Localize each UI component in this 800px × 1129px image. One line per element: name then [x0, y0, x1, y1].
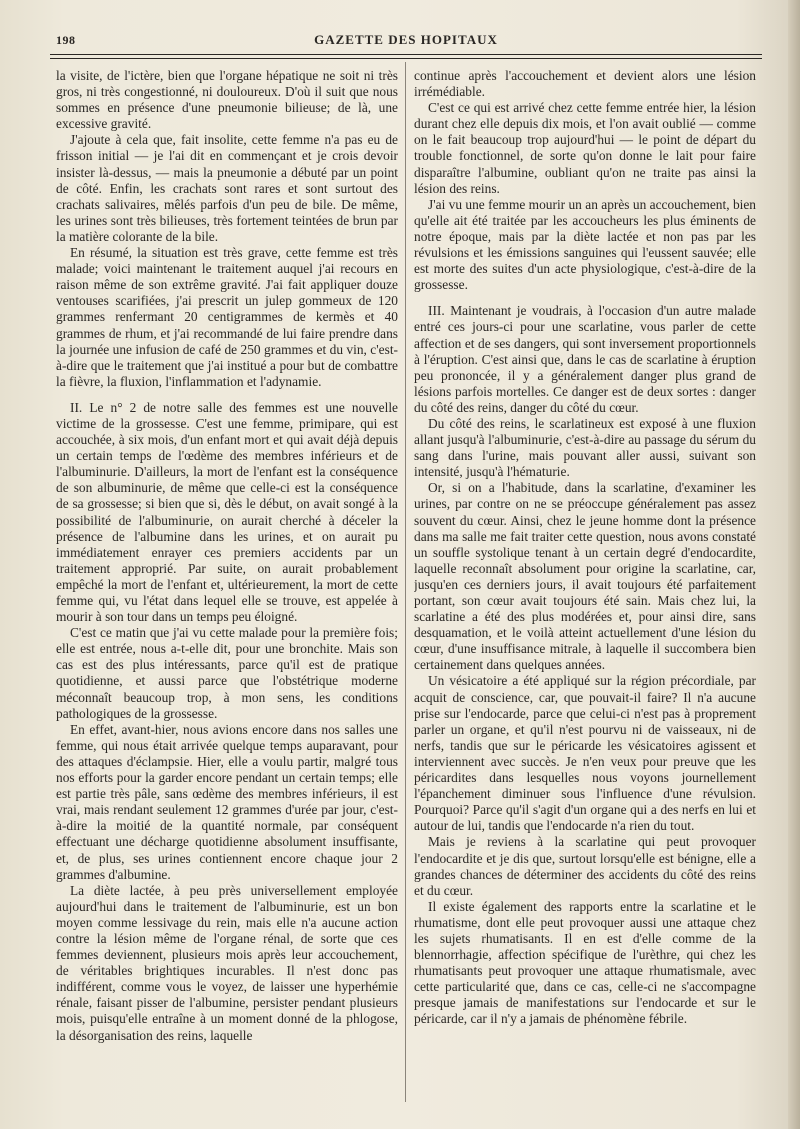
article-paragraph: Mais je reviens à la scarlatine qui peut provoquer l'endocardite et je dis que, surtout lorsqu'elle est bénigne, elle a grandes chances de déterminer des accidents du côté des reins et du cœur. [414, 834, 756, 898]
header-rule-top [50, 54, 762, 55]
page-number: 198 [56, 33, 76, 47]
article-paragraph: C'est ce matin que j'ai vu cette malade pour la première fois; elle est entrée, nous a-t-elle dit, pour une bronchite. Mais son cas est des plus intéressants, parce qu'il est de pratique quotidienne, et aussi parce que l'obstétrique moderne méconnaît beaucoup trop, à mon sens, les conditions pathologiques de la grossesse. [56, 625, 398, 721]
column-divider [405, 62, 406, 1102]
article-paragraph: Du côté des reins, le scarlatineux est exposé à une fluxion allant jusqu'à l'albuminurie, c'est-à-dire au passage du sérum du sang dans l'urine, mais pouvant aller aussi, suivant son intensité, jusqu'à l'hématurie. [414, 415, 756, 480]
page-edge-shadow [788, 0, 800, 1129]
article-paragraph: C'est ce qui est arrivé chez cette femme entrée hier, la lésion durant chez elle depuis dix mois, et l'on avait oublié — comme on le fait beaucoup trop aujourd'hui — le point de départ du trouble fonctionnel, de sorte qu'on donne le lait pour faire disparaître l'albumine, oubliant qu'on ne traite pas ainsi la lésion des reins. [414, 100, 756, 196]
article-paragraph: J'ai vu une femme mourir un an après un accouchement, bien qu'elle ait été traitée par les accoucheurs les plus éminents de notre époque, mais par la diète lactée et non pas par les révulsions et les émissions sanguines qui l'eussent sauvée; elle est morte des suites d'un acte physiologique, c'est-à-dire de la grossesse. [414, 196, 756, 293]
article-paragraph: J'ajoute à cela que, fait insolite, cette femme n'a pas eu de frisson initial — je l'ai dit en commençant et je crois devoir insister là-dessus, — mais la pneumonie a débuté par un point de côté. Enfin, les crachats sont rares et sont surtout des crachats salivaires, mêlés parfois d'un peu de bile. De même, les urines sont très bilieuses, très fortement teintées de brun par la matière colorante de la bile. [56, 132, 398, 244]
article-paragraph: III. Maintenant je voudrais, à l'occasion d'un autre malade entré ces jours-ci pour une scarlatine, vous parler de cette affection et de ses dangers, qui sont inversement proportionnels à l'éruption. C'est ainsi que, dans le cas de scarlatine à éruption peu prononcée, il y a généralement danger plus grand de lésions parfois mortelles. Ce danger est de deux sortes : danger du côté des reins, danger du côté du cœur. [414, 303, 756, 415]
publication-title: GAZETTE DES HOPITAUX [314, 32, 498, 47]
page-header [50, 30, 762, 52]
right-column [414, 68, 756, 1108]
header-rule-bottom [50, 58, 762, 59]
article-paragraph: la visite, de l'ictère, bien que l'organe hépatique ne soit ni très gros, ni très congestionné, ni douloureux. D'où il suit que nous sommes en présence d'une pneumonie bilieuse; de là, une excessive gravité. [56, 68, 398, 132]
article-paragraph: En résumé, la situation est très grave, cette femme est très malade; voici maintenant le traitement auquel j'ai recours en raison même de son extrême gravité. J'ai fait appliquer douze ventouses scarifiées, j'ai prescrit un julep gommeux de 120 grammes renfermant 20 centigrammes de kermès et 40 grammes de rhum, et j'ai recommandé de lui faire prendre dans la journée une infusion de café de 250 grammes et du vin, c'est-à-dire que le traitement que j'ai institué a pour but de combattre la fièvre, la fluxion, l'inflammation et l'adynamie. [56, 245, 398, 389]
article-paragraph: Il existe également des rapports entre la scarlatine et le rhumatisme, dont elle peut provoquer aussi une attaque chez les sujets rhumatisants. Il en est d'elle comme de la blennorrhagie, affection spécifique de l'urèthre, qui chez les rhumatisants peut provoquer une attaque rhumatismale, avec cette particularité que, dans ce cas, celle-ci ne s'accompagne presque jamais de manifestations sur l'endocarde et sur le péricarde, car il n'y a jamais de phénomène fébrile. [414, 898, 756, 1027]
article-paragraph: Or, si on a l'habitude, dans la scarlatine, d'examiner les urines, par contre on ne se préoccupe généralement pas assez souvent du cœur. Ainsi, chez le jeune homme dont la présence dans ma salle me fait traiter cette question, nous avons constaté un souffle systolique tenant à un certain degré d'endocardite, laquelle reconnaît absolument pour origine la scarlatine, car, jusqu'en ces derniers jours, il avait toujours été parfaitement portant, son cœur avait toujours été sain. Mais chez lui, la scarlatine a été des plus modérées et, pour ainsi dire, sans desquamation, et le voilà atteint actuellement d'une lésion du cœur, d'une insuffisance mitrale, à laquelle il succombera bien certainement dans quelques années. [414, 480, 756, 673]
article-paragraph: II. Le n° 2 de notre salle des femmes est une nouvelle victime de la grossesse. C'est une femme, primipare, qui est accouchée, à six mois, d'un enfant mort et qui avait déjà depuis un certain temps de l'œdème des membres inférieurs et de l'albuminurie. D'ailleurs, la mort de l'enfant est la conséquence de son albuminurie, de même que celle-ci est la conséquence de sa grossesse; si bien que si, dès le début, on avait songé à la possibilité de l'albuminurie, on aurait cherché à déceler la présence de l'albumine dans les urines, et on aurait pu immédiatement enrayer ces premiers accidents par un traitement approprié. Par suite, on aurait probablement empêché la mort de l'enfant et, ultérieurement, la mort de cette femme qui, vu l'état dans lequel elle se trouve, est appelée à mourir à son tour dans un temps peu éloigné. [56, 399, 398, 625]
article-paragraph: En effet, avant-hier, nous avions encore dans nos salles une femme, qui nous était arrivée quelque temps auparavant, pour des attaques d'éclampsie. Hier, elle a voulu partir, malgré tous nos efforts pour la garder encore pendant un certain temps; elle est partie très pâle, sans œdème des membres inférieurs, il est vrai, mais rendant seulement 12 grammes d'urée par jour, c'est-à-dire la moitié de la quantité normale, par conséquent effectuant une décharge quotidienne absolument insuffisante, et, de plus, ses urines contiennent encore chaque jour 2 grammes d'albumine. [56, 721, 398, 882]
left-column [56, 68, 398, 1108]
article-paragraph: La diète lactée, à peu près universellement employée aujourd'hui dans le traitement de l'albuminurie, est un bon moyen comme lessivage du rein, mais elle n'a aucune action contre la lésion même de l'organe rénal, de sorte que ces femmes deviennent, plusieurs mois après leur accouchement, de véritables brightiques incurables. Il n'est donc pas indifférent, comme vous le voyez, de laisser une hyperhémie rénale, faisant pisser de l'albumine, persister pendant plusieurs mois, puisqu'elle entraîne à un moment donné de la phlogose, la désorganisation des reins, laquelle [56, 882, 398, 1043]
article-paragraph: continue après l'accouchement et devient alors une lésion irrémédiable. [414, 68, 756, 100]
article-paragraph: Un vésicatoire a été appliqué sur la région précordiale, par acquit de conscience, car, que pouvait-il faire? Il n'a aucune prise sur l'endocarde, parce que celui-ci n'est pas à proprement parler un organe, et qu'il n'est pourvu ni de vaisseaux, ni de nerfs, tandis que sur le péricarde les vésicatoires agissent et interviennent avec succès. Je n'en veux pour preuve que les péricardites dans lesquelles nous voyons journellement l'épanchement diminuer sous l'influence d'une révulsion. Pourquoi? Parce qu'il s'agit d'un organe qui a des nerfs en lui et autour de lui, tandis que l'endocarde n'a rien du tout. [414, 673, 756, 834]
